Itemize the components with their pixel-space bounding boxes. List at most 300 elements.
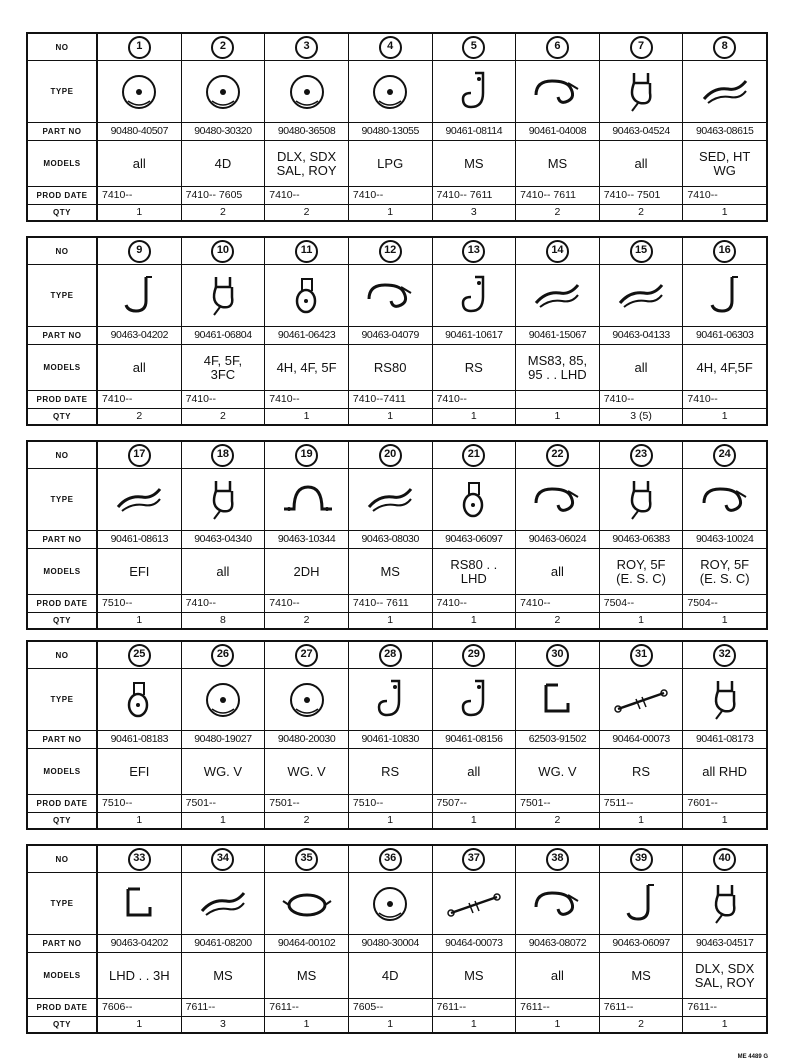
strap-clamp-icon (683, 61, 766, 122)
row-no (28, 34, 766, 60)
part-number-cell (600, 642, 684, 668)
models-cell: WG. V (265, 749, 349, 794)
qty-cell: 1 (721, 409, 728, 422)
strap-clamp-icon (349, 469, 433, 530)
part-number-cell (182, 642, 266, 668)
qty-cell: 3 (433, 205, 517, 220)
part-number-cell (265, 34, 349, 60)
part-no-cell: 90480-30004 (349, 935, 433, 952)
prod-date-cell: 7410-- (265, 391, 349, 408)
row-type (28, 872, 766, 934)
grommet-disc-icon (98, 61, 182, 122)
row-label-type: TYPE (28, 265, 98, 326)
qty-cell: 2 (182, 409, 266, 424)
qty-cell: 1 (516, 409, 600, 424)
models-cell: MS (433, 141, 517, 186)
item-number-circle: 39 (630, 848, 653, 871)
row-type (28, 264, 766, 326)
strap-clamp-icon (98, 469, 182, 530)
part-number-cell (98, 442, 182, 468)
part-no-cell: 90463-06097 (433, 531, 517, 548)
grommet-disc-icon (349, 873, 433, 934)
part-number-cell (433, 34, 517, 60)
part-no-cell: 90463-04202 (98, 327, 182, 344)
qty-cell: 1 (721, 813, 728, 826)
item-number-circle: 13 (462, 240, 485, 263)
prod-date-cell: 7510-- (349, 795, 433, 812)
part-no-cell: 90461-06303 (695, 328, 754, 341)
row-part (28, 326, 766, 344)
models-cell: all (182, 549, 266, 594)
prod-date-cell: 7611-- (600, 999, 684, 1016)
row-part (28, 122, 766, 140)
item-number-circle: 27 (295, 644, 318, 667)
part-number-cell (600, 34, 684, 60)
hook-clamp-icon (516, 873, 600, 934)
qty-cell: 1 (516, 1017, 600, 1032)
models-cell: MS (182, 953, 266, 998)
item-number-circle: 23 (630, 444, 653, 467)
item-number-circle: 6 (546, 36, 569, 59)
row-label-type: TYPE (28, 61, 98, 122)
models-cell: RS (349, 749, 433, 794)
qty-cell: 1 (265, 1017, 349, 1032)
part-number-cell (600, 442, 684, 468)
qty-cell: 2 (98, 409, 182, 424)
qty-cell: 2 (265, 205, 349, 220)
part-no-cell: 90480-19027 (182, 731, 266, 748)
item-number-circle: 26 (211, 644, 234, 667)
qty-cell: 2 (516, 613, 600, 628)
qty-cell: 2 (600, 1017, 684, 1032)
row-label-qty: QTY (28, 813, 98, 828)
prod-date-cell: 7605-- (349, 999, 433, 1016)
qty-cell: 3 (182, 1017, 266, 1032)
models-cell: EFI (98, 749, 182, 794)
models-cell: DLX, SDX SAL, ROY (694, 960, 755, 990)
part-number-cell (182, 846, 266, 872)
models-cell: all (98, 345, 182, 390)
row-qty (28, 204, 766, 220)
part-no-cell: 90463-06383 (600, 531, 684, 548)
prod-date-cell: 7410-- (265, 595, 349, 612)
models-cell: 4F, 5F, 3FC (182, 345, 266, 390)
row-models (28, 140, 766, 186)
part-number-cell (433, 846, 517, 872)
part-no-cell: 62503-91502 (516, 731, 600, 748)
parts-table (26, 640, 768, 830)
loop-clamp-icon (98, 669, 182, 730)
item-number-circle: 21 (462, 444, 485, 467)
row-label-type: TYPE (28, 469, 98, 530)
hook-clamp-icon (516, 469, 600, 530)
item-number-circle: 9 (128, 240, 151, 263)
qty-cell: 1 (349, 1017, 433, 1032)
part-number-cell (265, 442, 349, 468)
prod-date-cell: 7410-- (433, 391, 517, 408)
qty-cell: 1 (349, 813, 433, 828)
clip-clamp-icon (600, 61, 684, 122)
tab-clamp-icon (433, 265, 517, 326)
prod-date-cell: 7507-- (433, 795, 517, 812)
part-no-cell: 90461-08613 (98, 531, 182, 548)
strap-clamp-icon (600, 265, 684, 326)
prod-date-cell: 7501-- (182, 795, 266, 812)
part-no-cell: 90480-30320 (182, 123, 266, 140)
part-number-cell (182, 34, 266, 60)
item-number-circle: 17 (128, 444, 151, 467)
row-date (28, 794, 766, 812)
item-number-circle: 19 (295, 444, 318, 467)
prod-date-cell: 7410-- 7611 (516, 187, 600, 204)
models-cell: SED, HT WG (699, 148, 751, 178)
item-number-circle: 10 (211, 240, 234, 263)
item-number-circle: 5 (462, 36, 485, 59)
models-cell: EFI (98, 549, 182, 594)
part-number-cell (516, 34, 600, 60)
row-label-no: NO (28, 238, 98, 264)
band-clamp-icon (265, 873, 349, 934)
part-no-cell: 90480-13055 (349, 123, 433, 140)
part-number-cell (683, 238, 766, 264)
item-number-circle: 3 (295, 36, 318, 59)
row-date (28, 998, 766, 1016)
part-number-cell (98, 846, 182, 872)
models-cell: 4D (182, 141, 266, 186)
prod-date-cell: 7501-- (265, 795, 349, 812)
models-cell: 2DH (265, 549, 349, 594)
item-number-circle: 18 (211, 444, 234, 467)
models-cell: all (600, 345, 684, 390)
part-number-cell (265, 846, 349, 872)
row-qty (28, 612, 766, 628)
qty-cell: 2 (516, 205, 600, 220)
row-qty (28, 408, 766, 424)
part-number-cell (349, 642, 433, 668)
qty-cell: 1 (98, 1017, 182, 1032)
row-qty (28, 1016, 766, 1032)
prod-date-cell: 7410-- (265, 187, 349, 204)
prod-date-cell: 7611-- (265, 999, 349, 1016)
row-label-date: PROD DATE (28, 999, 98, 1016)
models-cell: ROY, 5F (E. S. C) (699, 556, 750, 586)
qty-cell: 1 (349, 205, 433, 220)
parts-table (26, 32, 768, 222)
prod-date-cell: 7601-- (687, 796, 718, 809)
row-label-date: PROD DATE (28, 595, 98, 612)
row-part (28, 730, 766, 748)
grommet-disc-icon (265, 669, 349, 730)
prod-date-cell: 7410-- (182, 391, 266, 408)
part-number-cell (683, 34, 766, 60)
models-cell: all (600, 141, 684, 186)
part-no-cell: 90461-08173 (695, 732, 754, 745)
row-label-qty: QTY (28, 613, 98, 628)
part-no-cell: 90464-00102 (265, 935, 349, 952)
qty-cell: 1 (433, 409, 517, 424)
part-number-cell (182, 238, 266, 264)
row-label-models: MODELS (28, 141, 98, 186)
saddle-clamp-icon (265, 469, 349, 530)
item-number-circle: 28 (379, 644, 402, 667)
prod-date-cell: 7410-- 7611 (349, 595, 433, 612)
row-no (28, 442, 766, 468)
item-number-circle: 11 (295, 240, 318, 263)
part-number-cell (349, 442, 433, 468)
grommet-disc-icon (182, 669, 266, 730)
item-number-circle: 33 (128, 848, 151, 871)
part-no-cell: 90463-10344 (265, 531, 349, 548)
part-no-cell: 90461-06804 (182, 327, 266, 344)
row-label-date: PROD DATE (28, 391, 98, 408)
strap-clamp-icon (516, 265, 600, 326)
prod-date-cell: 7410--7411 (349, 391, 433, 408)
j-clamp-icon (98, 265, 182, 326)
row-no (28, 642, 766, 668)
row-part (28, 934, 766, 952)
models-cell: MS (516, 141, 600, 186)
grommet-disc-icon (265, 61, 349, 122)
part-no-cell: 90461-10830 (349, 731, 433, 748)
models-cell: WG. V (516, 749, 600, 794)
part-no-cell: 90463-08615 (695, 124, 754, 137)
prod-date-cell: 7611-- (433, 999, 517, 1016)
row-models (28, 548, 766, 594)
row-qty (28, 812, 766, 828)
tab-clamp-icon (433, 61, 517, 122)
clip-clamp-icon (182, 469, 266, 530)
prod-date-cell: 7410-- (98, 391, 182, 408)
row-label-type: TYPE (28, 873, 98, 934)
j-clamp-icon (600, 873, 684, 934)
models-cell: LHD . . 3H (98, 953, 182, 998)
part-number-cell (516, 238, 600, 264)
row-date (28, 186, 766, 204)
part-number-cell (98, 238, 182, 264)
row-label-qty: QTY (28, 205, 98, 220)
tab-clamp-icon (433, 669, 517, 730)
hook-clamp-icon (683, 469, 766, 530)
prod-date-cell (516, 391, 600, 408)
prod-date-cell: 7606-- (98, 999, 182, 1016)
part-number-cell (98, 642, 182, 668)
models-cell: DLX, SDX SAL, ROY (265, 141, 349, 186)
prod-date-cell: 7410-- (600, 391, 684, 408)
footnote: ME 4489 G (737, 1054, 768, 1060)
clip-clamp-icon (683, 669, 766, 730)
prod-date-cell: 7510-- (98, 795, 182, 812)
part-no-cell: 90463-04524 (600, 123, 684, 140)
row-date (28, 390, 766, 408)
prod-date-cell: 7504-- (600, 595, 684, 612)
prod-date-cell: 7410-- (516, 595, 600, 612)
part-number-cell (600, 846, 684, 872)
row-label-models: MODELS (28, 953, 98, 998)
qty-cell: 1 (265, 409, 349, 424)
item-number-circle: 8 (713, 36, 736, 59)
prod-date-cell: 7410-- (349, 187, 433, 204)
models-cell: 4H, 4F, 5F (265, 345, 349, 390)
part-number-cell (98, 34, 182, 60)
part-number-cell (265, 642, 349, 668)
j-clamp-icon (683, 265, 766, 326)
row-label-part: PART NO (28, 327, 98, 344)
models-cell: all (98, 141, 182, 186)
part-no-cell: 90461-06423 (265, 327, 349, 344)
part-number-cell (516, 642, 600, 668)
part-no-cell: 90463-10024 (695, 532, 754, 545)
part-no-cell: 90463-04517 (695, 936, 754, 949)
item-number-circle: 25 (128, 644, 151, 667)
models-cell: all (516, 549, 600, 594)
qty-cell: 1 (98, 813, 182, 828)
qty-cell: 8 (182, 613, 266, 628)
row-label-qty: QTY (28, 1017, 98, 1032)
clip-clamp-icon (600, 469, 684, 530)
parts-table (26, 844, 768, 1034)
qty-cell: 1 (600, 613, 684, 628)
part-number-cell (349, 238, 433, 264)
part-no-cell: 90464-00073 (433, 935, 517, 952)
part-no-cell: 90461-04008 (516, 123, 600, 140)
item-number-circle: 38 (546, 848, 569, 871)
prod-date-cell: 7410-- 7611 (433, 187, 517, 204)
row-type (28, 60, 766, 122)
part-number-cell (516, 846, 600, 872)
part-no-cell: 90463-04202 (98, 935, 182, 952)
cable-tie-icon (433, 873, 517, 934)
row-label-part: PART NO (28, 123, 98, 140)
row-label-no: NO (28, 846, 98, 872)
item-number-circle: 37 (462, 848, 485, 871)
qty-cell: 1 (349, 409, 433, 424)
prod-date-cell: 7611-- (516, 999, 600, 1016)
part-number-cell (265, 238, 349, 264)
models-cell: MS (265, 953, 349, 998)
qty-cell: 1 (600, 813, 684, 828)
row-label-part: PART NO (28, 935, 98, 952)
models-cell: 4H, 4F,5F (696, 359, 753, 375)
row-no (28, 238, 766, 264)
prod-date-cell: 7410-- 7605 (182, 187, 266, 204)
item-number-circle: 32 (713, 644, 736, 667)
row-label-part: PART NO (28, 531, 98, 548)
prod-date-cell: 7410-- (98, 187, 182, 204)
part-no-cell: 90463-06097 (600, 935, 684, 952)
loop-clamp-icon (265, 265, 349, 326)
part-no-cell: 90461-08183 (98, 731, 182, 748)
prod-date-cell: 7410-- (687, 392, 718, 405)
models-cell: LPG (349, 141, 433, 186)
part-no-cell: 90461-08200 (182, 935, 266, 952)
prod-date-cell: 7410-- 7501 (600, 187, 684, 204)
row-label-models: MODELS (28, 549, 98, 594)
models-cell: RS80 . . LHD (433, 549, 517, 594)
loop-clamp-icon (433, 469, 517, 530)
hook-clamp-icon (516, 61, 600, 122)
qty-cell: 1 (433, 1017, 517, 1032)
part-no-cell: 90463-08072 (516, 935, 600, 952)
item-number-circle: 34 (211, 848, 234, 871)
models-cell: all (516, 953, 600, 998)
clip-clamp-icon (683, 873, 766, 934)
prod-date-cell: 7410-- (182, 595, 266, 612)
models-cell: 4D (349, 953, 433, 998)
qty-cell: 1 (721, 1017, 728, 1030)
qty-cell: 1 (98, 205, 182, 220)
row-part (28, 530, 766, 548)
models-cell: MS (600, 953, 684, 998)
prod-date-cell: 7511-- (600, 795, 684, 812)
part-number-cell (349, 34, 433, 60)
row-label-no: NO (28, 442, 98, 468)
row-label-qty: QTY (28, 409, 98, 424)
item-number-circle: 15 (630, 240, 653, 263)
row-label-no: NO (28, 642, 98, 668)
part-number-cell (349, 846, 433, 872)
item-number-circle: 22 (546, 444, 569, 467)
qty-cell: 1 (349, 613, 433, 628)
models-cell: RS (600, 749, 684, 794)
item-number-circle: 12 (379, 240, 402, 263)
part-number-cell (516, 442, 600, 468)
part-no-cell: 90480-40507 (98, 123, 182, 140)
parts-table (26, 236, 768, 426)
strap-clamp-icon (182, 873, 266, 934)
row-type (28, 668, 766, 730)
row-models (28, 952, 766, 998)
row-no (28, 846, 766, 872)
prod-date-cell: 7611-- (687, 1000, 717, 1013)
part-no-cell: 90463-04079 (349, 327, 433, 344)
qty-cell: 1 (721, 205, 728, 218)
row-label-part: PART NO (28, 731, 98, 748)
row-label-type: TYPE (28, 669, 98, 730)
item-number-circle: 2 (211, 36, 234, 59)
item-number-circle: 29 (462, 644, 485, 667)
qty-cell: 2 (265, 613, 349, 628)
item-number-circle: 4 (379, 36, 402, 59)
row-label-models: MODELS (28, 749, 98, 794)
part-no-cell: 90480-36508 (265, 123, 349, 140)
qty-cell: 1 (721, 613, 728, 626)
models-cell: MS (349, 549, 433, 594)
clip-clamp-icon (182, 265, 266, 326)
item-number-circle: 35 (295, 848, 318, 871)
item-number-circle: 30 (546, 644, 569, 667)
tab-clamp-icon (349, 669, 433, 730)
part-number-cell (683, 846, 766, 872)
models-cell: ROY, 5F (E. S. C) (600, 549, 684, 594)
part-number-cell (433, 238, 517, 264)
item-number-circle: 40 (713, 848, 736, 871)
part-no-cell: 90463-04133 (600, 327, 684, 344)
models-cell: WG. V (182, 749, 266, 794)
part-no-cell: 90461-15067 (516, 327, 600, 344)
part-no-cell: 90480-20030 (265, 731, 349, 748)
item-number-circle: 16 (713, 240, 736, 263)
qty-cell: 3 (5) (600, 409, 684, 424)
part-number-cell (433, 442, 517, 468)
part-number-cell (182, 442, 266, 468)
part-number-cell (433, 642, 517, 668)
item-number-circle: 36 (379, 848, 402, 871)
row-date (28, 594, 766, 612)
models-cell: all RHD (702, 763, 748, 779)
qty-cell: 2 (182, 205, 266, 220)
part-number-cell (683, 442, 766, 468)
parts-table (26, 440, 768, 630)
